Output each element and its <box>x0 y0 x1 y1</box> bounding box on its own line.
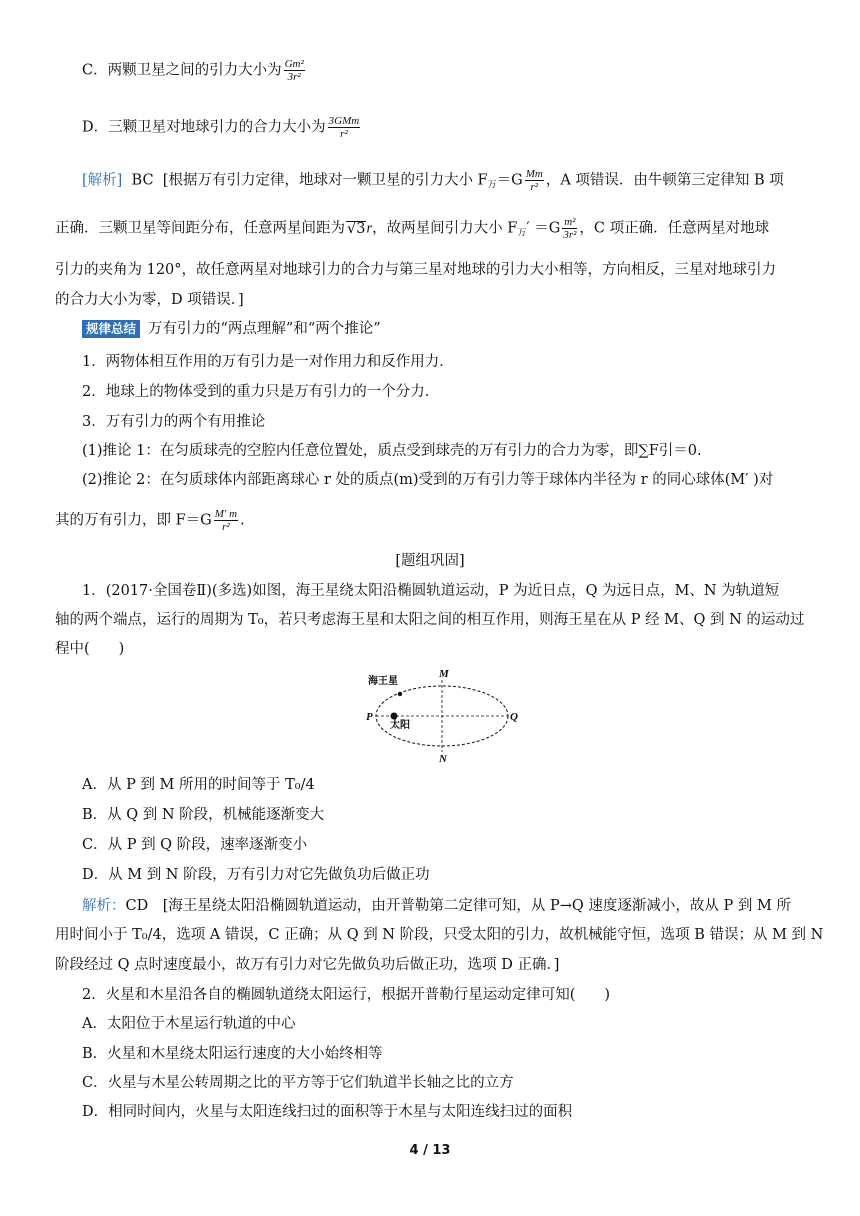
sun-label: 太阳 <box>390 720 410 731</box>
q2-option-d: D．相同时间内，火星与太阳连线扫过的面积等于木星与太阳连线扫过的面积 <box>82 1104 573 1120</box>
rule-point-2: 2．地球上的物体受到的重力只是万有引力的一个分力． <box>82 384 440 400</box>
q1-stem-line-3: 程中( ) <box>55 641 125 657</box>
rule-header <box>82 319 381 339</box>
q2-option-b: B．火星和木星绕太阳运行速度的大小始终相等 <box>82 1046 383 1062</box>
q2-option-a: A．太阳位于木星运行轨道的中心 <box>82 1016 296 1032</box>
q2-stem: 2．火星和木星沿各自的椭圆轨道绕太阳运行，根据开普勒行星运动定律可知( ) <box>82 987 611 1003</box>
fraction: $\frac{\text{3GMm}}{\text{r²}}$ <box>328 115 360 140</box>
q1-option-a: A．从 P 到 M 所用的时间等于 T₀/4 <box>82 777 315 793</box>
rule-point-4: (1)推论 1：在匀质球壳的空腔内任意位置处，质点受到球壳的万有引力的合力为零，即∑F引＝0. <box>82 443 702 459</box>
rule-tag: 规律总结 <box>82 320 140 338</box>
rule-point-6: 其的万有引力，即 F＝G $\frac{M' m}{\text{r²}}$ . <box>55 508 245 533</box>
fraction: $\frac{Mm}{\text{r²}}$ <box>525 168 543 193</box>
analysis-1-line-3: 引力的夹角为 120°，故任意两星对地球引力的合力与第三星对地球的引力大小相等，方向相反，三星对地球引力 <box>55 262 777 278</box>
sqrt-symbol: √3 <box>347 220 366 237</box>
fraction: $\frac{M' m}{\text{r²}}$ <box>214 508 238 533</box>
fraction: $\frac{\text{Gm²}}{\text{3r²}}$ <box>284 58 304 83</box>
section-title: [题组巩固] <box>395 553 465 569</box>
analysis-1-line-2: 正确．三颗卫星等间距分布，任意两星间距为 √3r，故两星间引力大小 $F_万' =G$ $\frac{\text{m²}}{\text{3r²}}$ ，C 项正确．任意两星对地球 <box>55 216 770 241</box>
rule-title: 万有引力的“两点理解”和“两个推论” <box>148 321 381 337</box>
point-q-label: Q <box>510 711 518 723</box>
point-p-label: P <box>366 711 373 723</box>
planet-label: 海王星 <box>368 676 398 687</box>
analysis-label: 解析： <box>82 898 126 914</box>
rule-point-3: 3．万有引力的两个有用推论 <box>82 414 266 430</box>
analysis-1-line-1: [解析] BC [根据万有引力定律，地球对一颗卫星的引力大小 $F_万=G$ $\frac{Mm}{\text{r²}}$ ，A 项错误．由牛顿第三定律知 B 项 <box>82 168 784 193</box>
orbit-diagram <box>360 664 520 764</box>
q2-option-c: C．火星与木星公转周期之比的平方等于它们轨道半长轴之比的立方 <box>82 1075 514 1091</box>
q1-stem-line-2: 轴的两个端点，运行的周期为 T₀，若只考虑海王星和太阳之间的相互作用，则海王星在从 P 经 M、Q 到 N 的运动过 <box>55 612 805 628</box>
analysis-2-line-1: 解析：CD [海王星绕太阳沿椭圆轨道运动，由开普勒第二定律可知，从 P→Q 速度逐渐减小，故从 P 到 M 所 <box>82 898 791 914</box>
page-number: 4 / 13 <box>409 1143 451 1158</box>
option-c-prev: C．两颗卫星之间的引力大小为 $\frac{\text{Gm²}}{\text{3r²}}$ <box>82 58 304 83</box>
option-d-prev: D．三颗卫星对地球引力的合力大小为 $\frac{\text{3GMm}}{\text{r²}}$ <box>82 115 360 140</box>
analysis-2-line-2: 用时间小于 T₀/4，选项 A 错误，C 正确；从 Q 到 N 阶段，只受太阳的引力，故机械能守恒，选项 B 错误；从 M 到 N <box>55 927 824 943</box>
analysis-label: [解析] <box>82 172 123 189</box>
point-n-label: N <box>439 753 447 764</box>
analysis-2-line-3: 阶段经过 Q 点时速度最小，故万有引力对它先做负功后做正功，选项 D 正确．] <box>55 957 560 973</box>
q1-stem-line-1: 1．(2017·全国卷Ⅱ)(多选)如图，海王星绕太阳沿椭圆轨道运动，P 为近日点，Q 为远日点，M、N 为轨道短 <box>82 583 780 599</box>
q1-option-b: B．从 Q 到 N 阶段，机械能逐渐变大 <box>82 807 325 823</box>
fraction: $\frac{\text{m²}}{\text{3r²}}$ <box>563 216 577 241</box>
planet-dot <box>398 692 402 696</box>
q1-option-d: D．从 M 到 N 阶段，万有引力对它先做负功后做正功 <box>82 867 430 883</box>
q1-option-c: C．从 P 到 Q 阶段，速率逐渐变小 <box>82 837 308 853</box>
rule-point-1: 1．两物体相互作用的万有引力是一对作用力和反作用力． <box>82 354 454 370</box>
rule-point-5: (2)推论 2：在匀质球体内部距离球心 r 处的质点(m)受到的万有引力等于球体内半径为 r 的同心球体(M′ )对 <box>82 472 774 488</box>
point-m-label: M <box>439 668 449 680</box>
sun-dot <box>391 713 398 720</box>
analysis-1-line-4: 的合力大小为零，D 项错误．] <box>55 292 244 308</box>
